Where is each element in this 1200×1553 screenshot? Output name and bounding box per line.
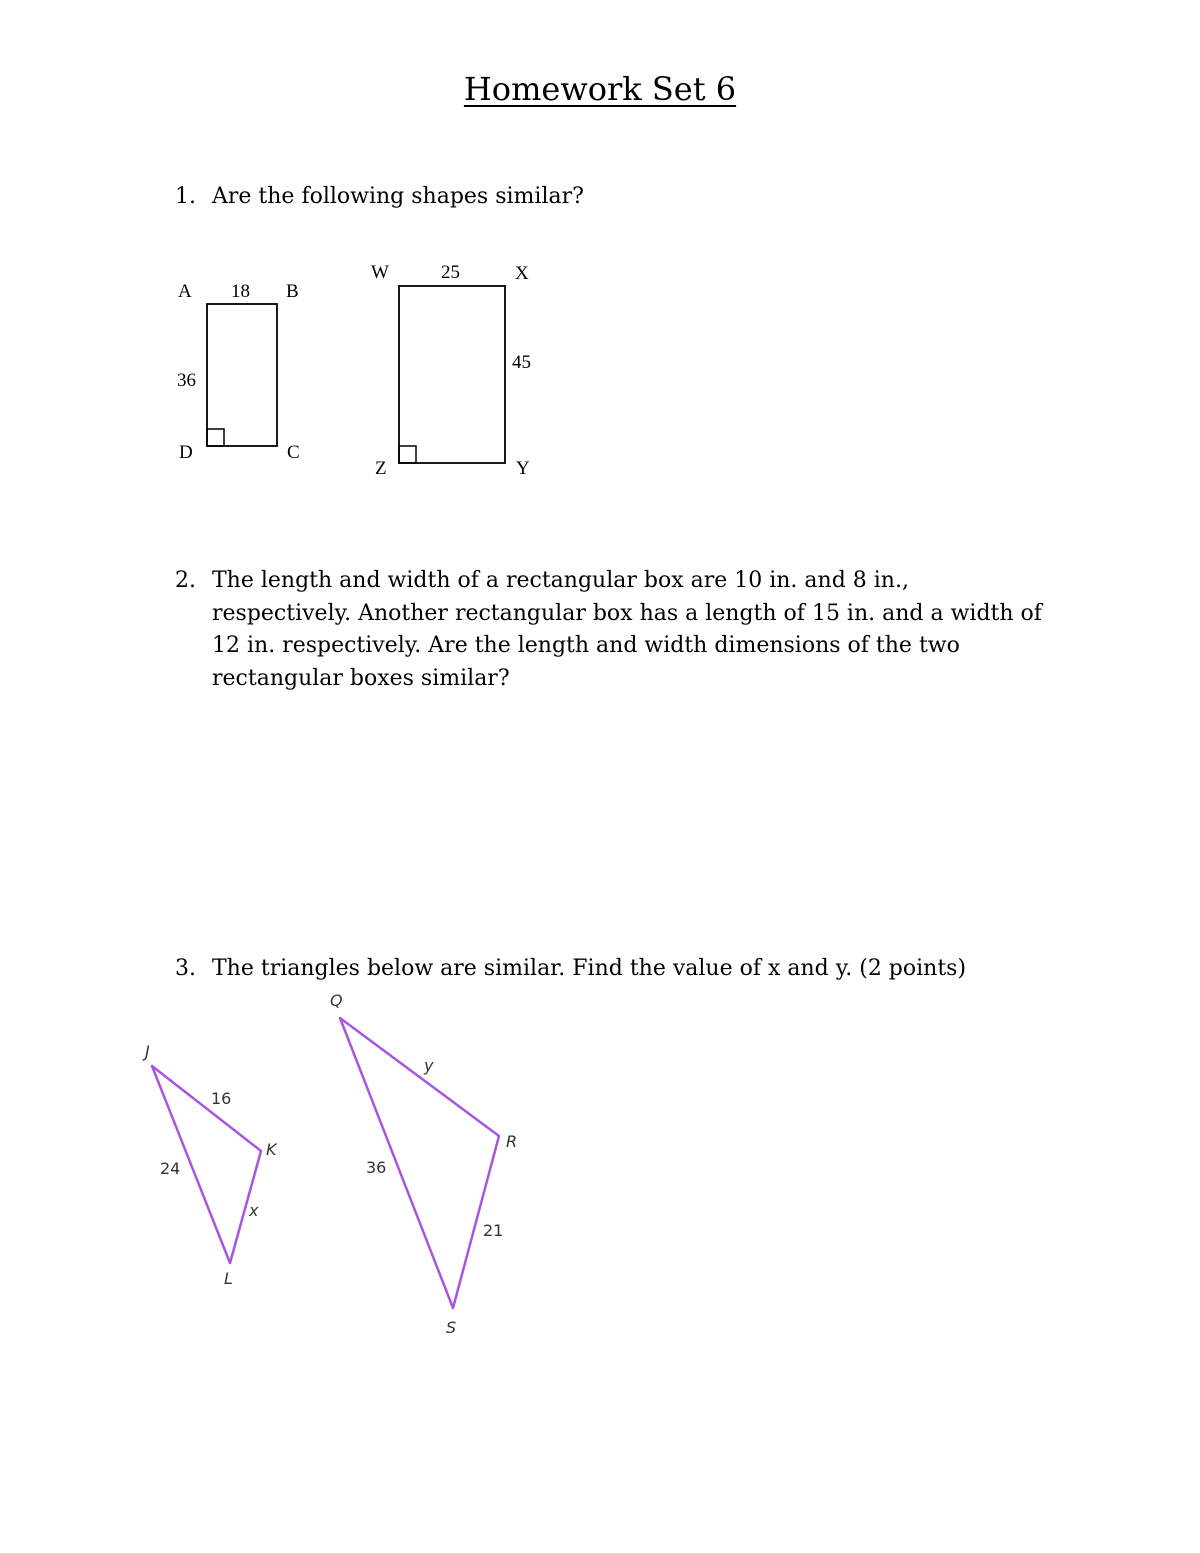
vertex-q: Q [330,991,343,1010]
triangle-qrs-shape [340,1018,499,1308]
side-wx-label: 25 [441,262,460,283]
side-qs-label: 36 [366,1158,387,1177]
vertex-k: K [266,1140,277,1159]
question-3-text: The triangles below are similar. Find the value of x and y. (2 points) [212,956,967,981]
vertex-r: R [506,1132,518,1151]
question-1-number: 1. [175,184,196,209]
triangle-qrs [330,991,517,1337]
question-3-number: 3. [175,956,196,981]
vertex-y: Y [516,458,530,479]
side-rs-label: 21 [483,1221,504,1240]
vertex-z: Z [375,458,387,479]
page-title: Homework Set 6 [463,70,737,108]
vertex-b: B [286,281,299,302]
vertex-c: C [287,442,300,463]
question-2-text: The length and width of a rectangular box are 10 in. and 8 in., respectively. Another rectangular box has a length of 15 in. and a width of 12 in. respectively. Are the length and width dimensions of the two rectangular boxes similar? [212,568,1042,691]
triangle-jkl [142,1042,278,1288]
question-1-text: Are the following shapes similar? [212,184,584,209]
vertex-a: A [178,281,192,302]
side-ab-label: 18 [231,281,250,302]
side-ad-label: 36 [177,370,196,391]
vertex-d: D [179,442,193,463]
vertex-j: J [145,1042,150,1061]
vertex-w: W [371,262,389,283]
side-kl-label: x [249,1201,259,1220]
side-jl-label: 24 [160,1159,181,1178]
vertex-l: L [224,1269,233,1288]
question-2-number: 2. [175,568,196,593]
vertex-s: S [446,1318,457,1337]
vertex-x: X [515,263,529,284]
side-jk-label: 16 [211,1089,232,1108]
side-qr-label: y [424,1056,434,1075]
side-xy-label: 45 [512,352,531,373]
